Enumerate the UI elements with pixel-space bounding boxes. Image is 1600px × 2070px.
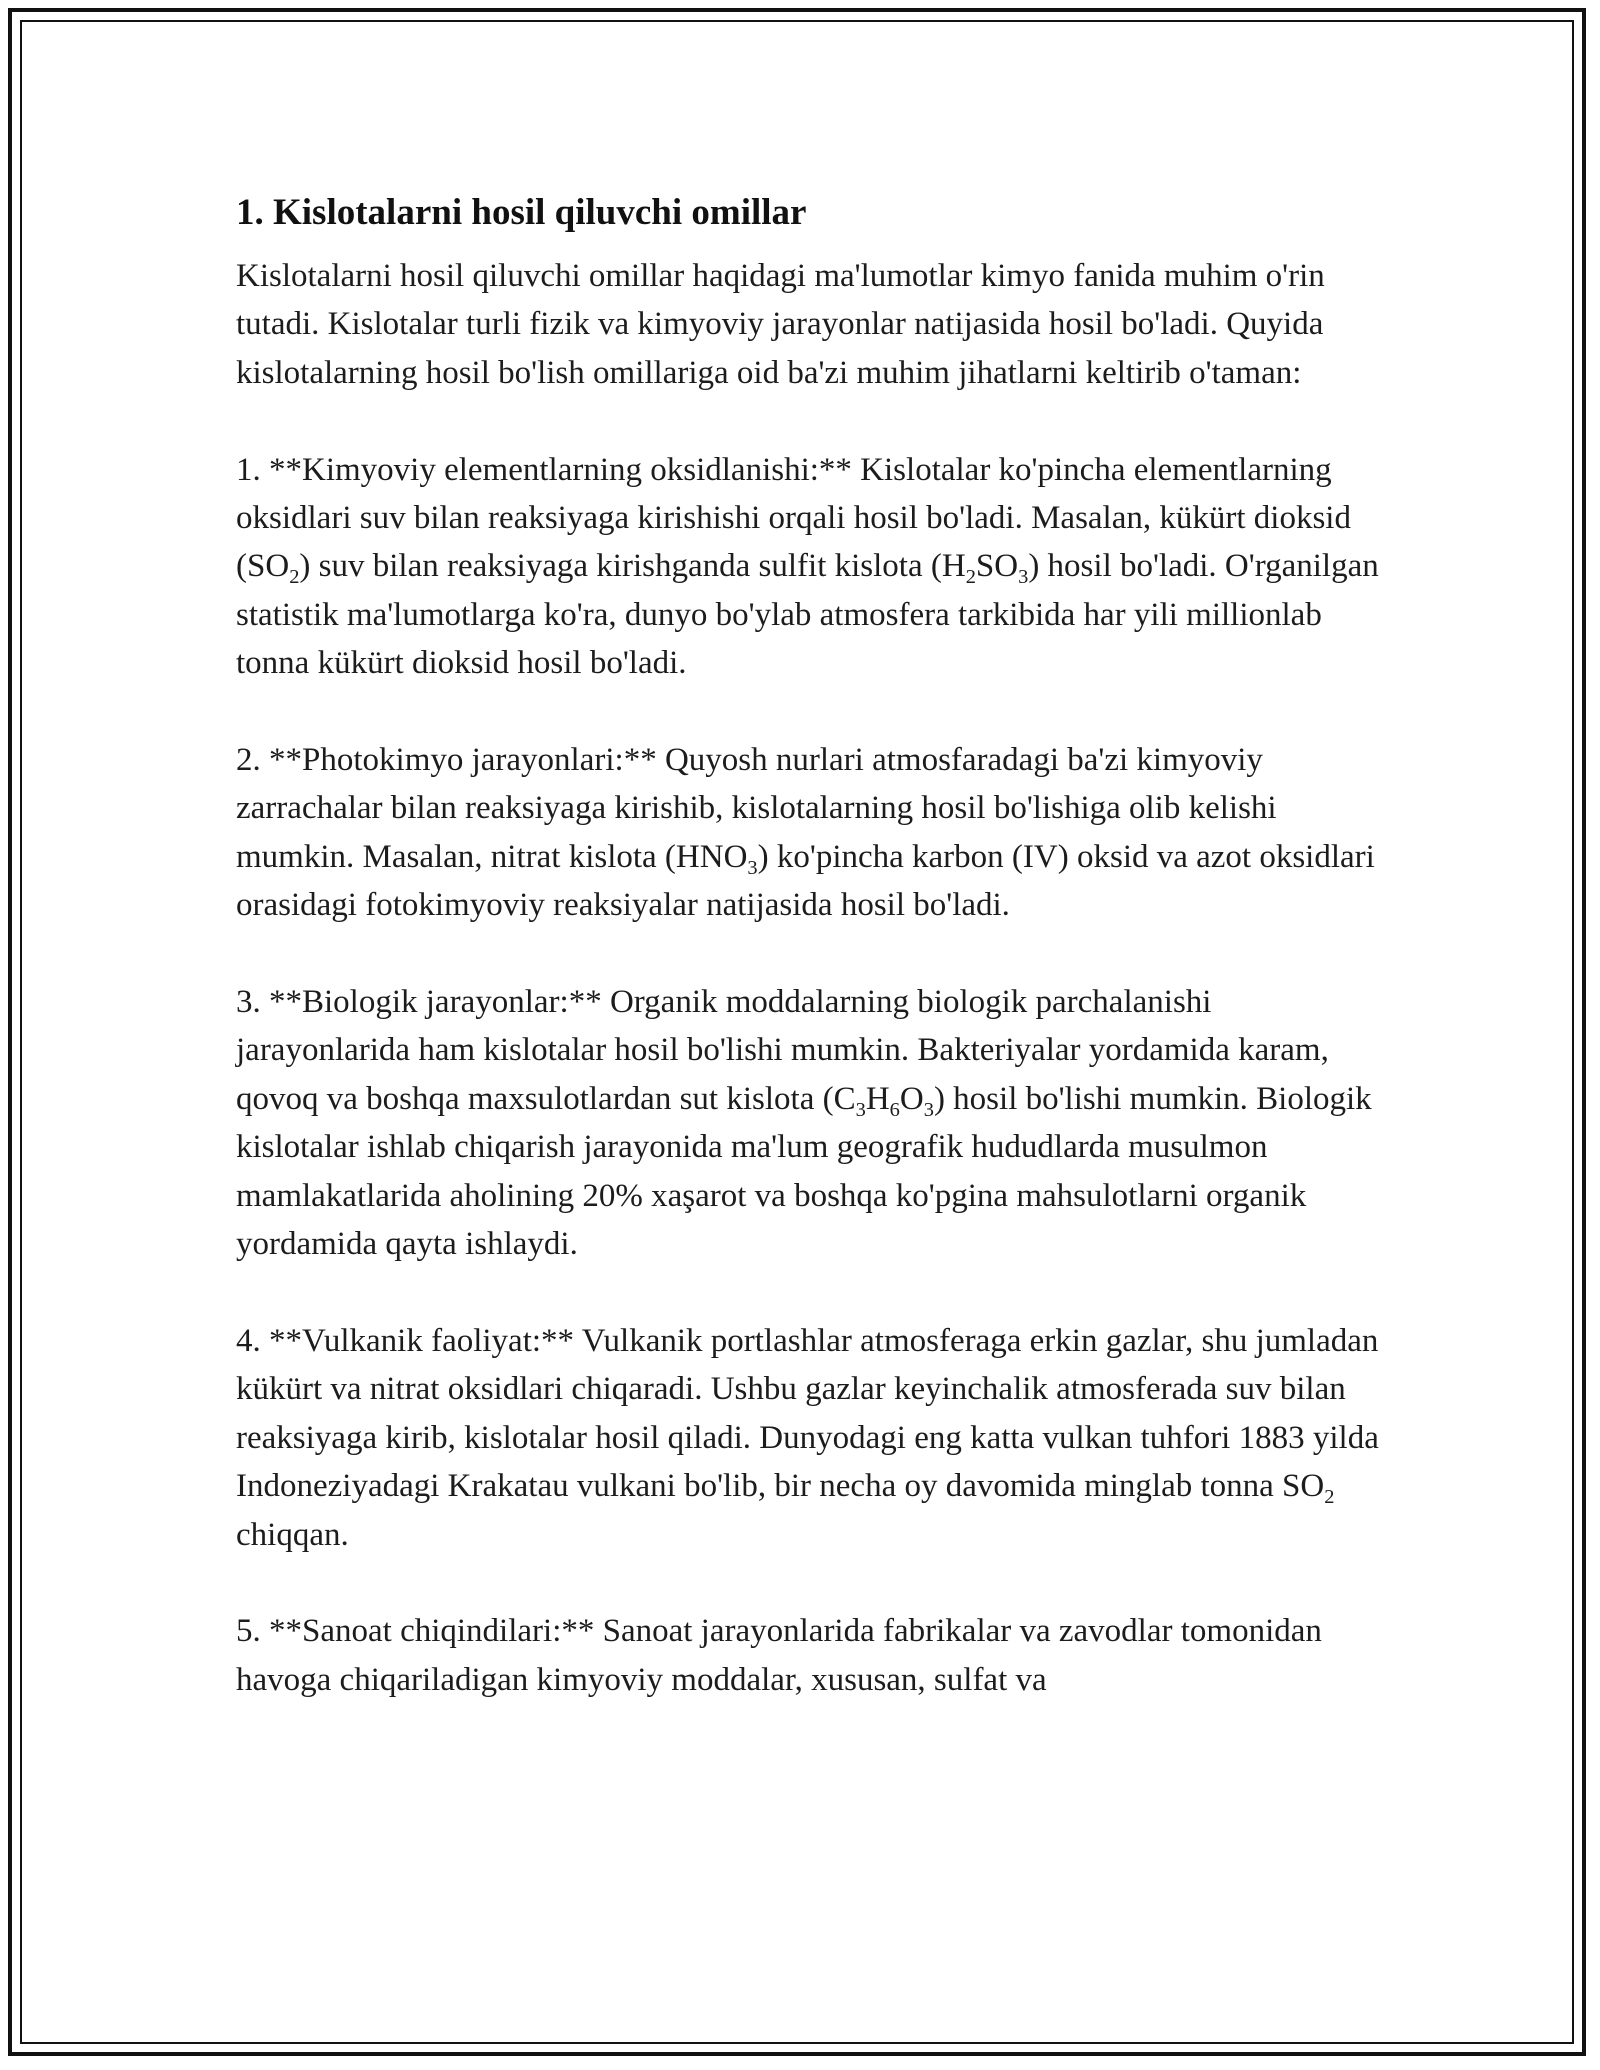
item-text: 3. **Biologik jarayonlar:** Organik moddalarning biologik parchalanishi jarayonlarida ham kislotalar hosil bo'lishi mumkin. Bakteriyalar yordamida karam, qovoq va boshqa maxsulotlardan sut kislota (C — [236, 984, 1329, 1117]
item-text: 2. **Photokimyo jarayonlari:** Quyosh nurlari atmosfaradagi ba'zi kimyoviy zarrachalar bilan reaksiyaga kirishib, kislotalarning hosil bo'lishiga olib kelishi mumkin. Masalan, nitrat kislota (HNO — [236, 742, 1277, 875]
paragraph-gap — [236, 688, 1386, 736]
section-title: 1. Kislotalarni hosil qiluvchi omillar — [236, 192, 807, 233]
paragraph-gap — [236, 397, 1386, 445]
item-text: H — [865, 1080, 890, 1117]
subscript: 3 — [923, 1099, 934, 1122]
item-text: ) suv bilan reaksiyaga kirishganda sulfit kislota (H — [299, 548, 966, 585]
subscript: 2 — [965, 566, 976, 589]
item-text: ) ko'pincha karbon (IV) oksid va azot oksidlari orasidagi fotokimyoviy reaksiyalar natijasida hosil bo'ladi. — [236, 838, 1375, 924]
list-item-industrial — [236, 1607, 1386, 1704]
subscript: 3 — [855, 1099, 866, 1122]
item-text: chiqqan. — [236, 1516, 349, 1553]
list-item-volcanic — [236, 1317, 1386, 1559]
item-text: 4. **Vulkanik faoliyat:** Vulkanik portlashlar atmosferaga erkin gazlar, shu jumladan kükürt va nitrat oksidlari chiqaradi. Ushbu gazlar keyinchalik atmosferada suv bilan reaksiyaga kirib, kislotalar hosil qiladi. Dunyodagi eng katta vulkan tuhfori 1883 yilda Indoneziyadagi Krakatau vulkani bo'lib, bir necha oy davomida minglab tonna SO — [236, 1322, 1379, 1505]
item-text: ) hosil bo'ladi. O'rganilgan statistik ma'lumotlarga ko'ra, dunyo bo'ylab atmosfera tarkibida har yili millionlab tonna kükürt dioksid hosil bo'ladi. — [236, 548, 1379, 682]
list-item-oxidation — [236, 446, 1386, 688]
item-text: 5. **Sanoat chiqindilari:** Sanoat jarayonlarida fabrikalar va zavodlar tomonidan havoga chiqariladigan kimyoviy moddalar, xususan, sulfat va — [236, 1613, 1322, 1698]
subscript: 3 — [747, 857, 758, 879]
paragraph-gap — [236, 930, 1386, 978]
item-text: O — [899, 1080, 924, 1117]
subscript: 3 — [1018, 566, 1029, 589]
paragraph-gap — [236, 1559, 1386, 1607]
document-body — [236, 186, 1386, 1704]
intro-paragraph: Kislotalarni hosil qiluvchi omillar haqidagi ma'lumotlar kimyo fanida muhim o'rin tutadi. Kislotalar turli fizik va kimyoviy jarayonlar natijasida hosil bo'ladi. Quyida kislotalarning hosil bo'lish omillariga oid ba'zi muhim jihatlarni keltirib o'taman: — [236, 258, 1325, 391]
paragraph-gap — [236, 1268, 1386, 1316]
subscript: 2 — [1324, 1486, 1335, 1509]
list-item-biological — [236, 978, 1386, 1268]
subscript: 2 — [289, 566, 300, 589]
item-text: 1. **Kimyoviy elementlarning oksidlanishi:** Kislotalar ko'pincha elementlarning oksidlari suv bilan reaksiyaga kirishishi orqali hosil bo'ladi. Masalan, kükürt dioksid (SO — [236, 451, 1351, 585]
item-text: ) hosil bo'lishi mumkin. Biologik kislotalar ishlab chiqarish jarayonida ma'lum geografik hududlarda musulmon mamlakatlarida aholining 20% xaşarot va boshqa ko'pgina mahsulotlarni organik yordamida qayta ishlaydi. — [236, 1080, 1372, 1263]
subscript: 6 — [889, 1099, 900, 1122]
item-text: SO — [975, 548, 1019, 585]
list-item-photochemistry — [236, 736, 1386, 930]
